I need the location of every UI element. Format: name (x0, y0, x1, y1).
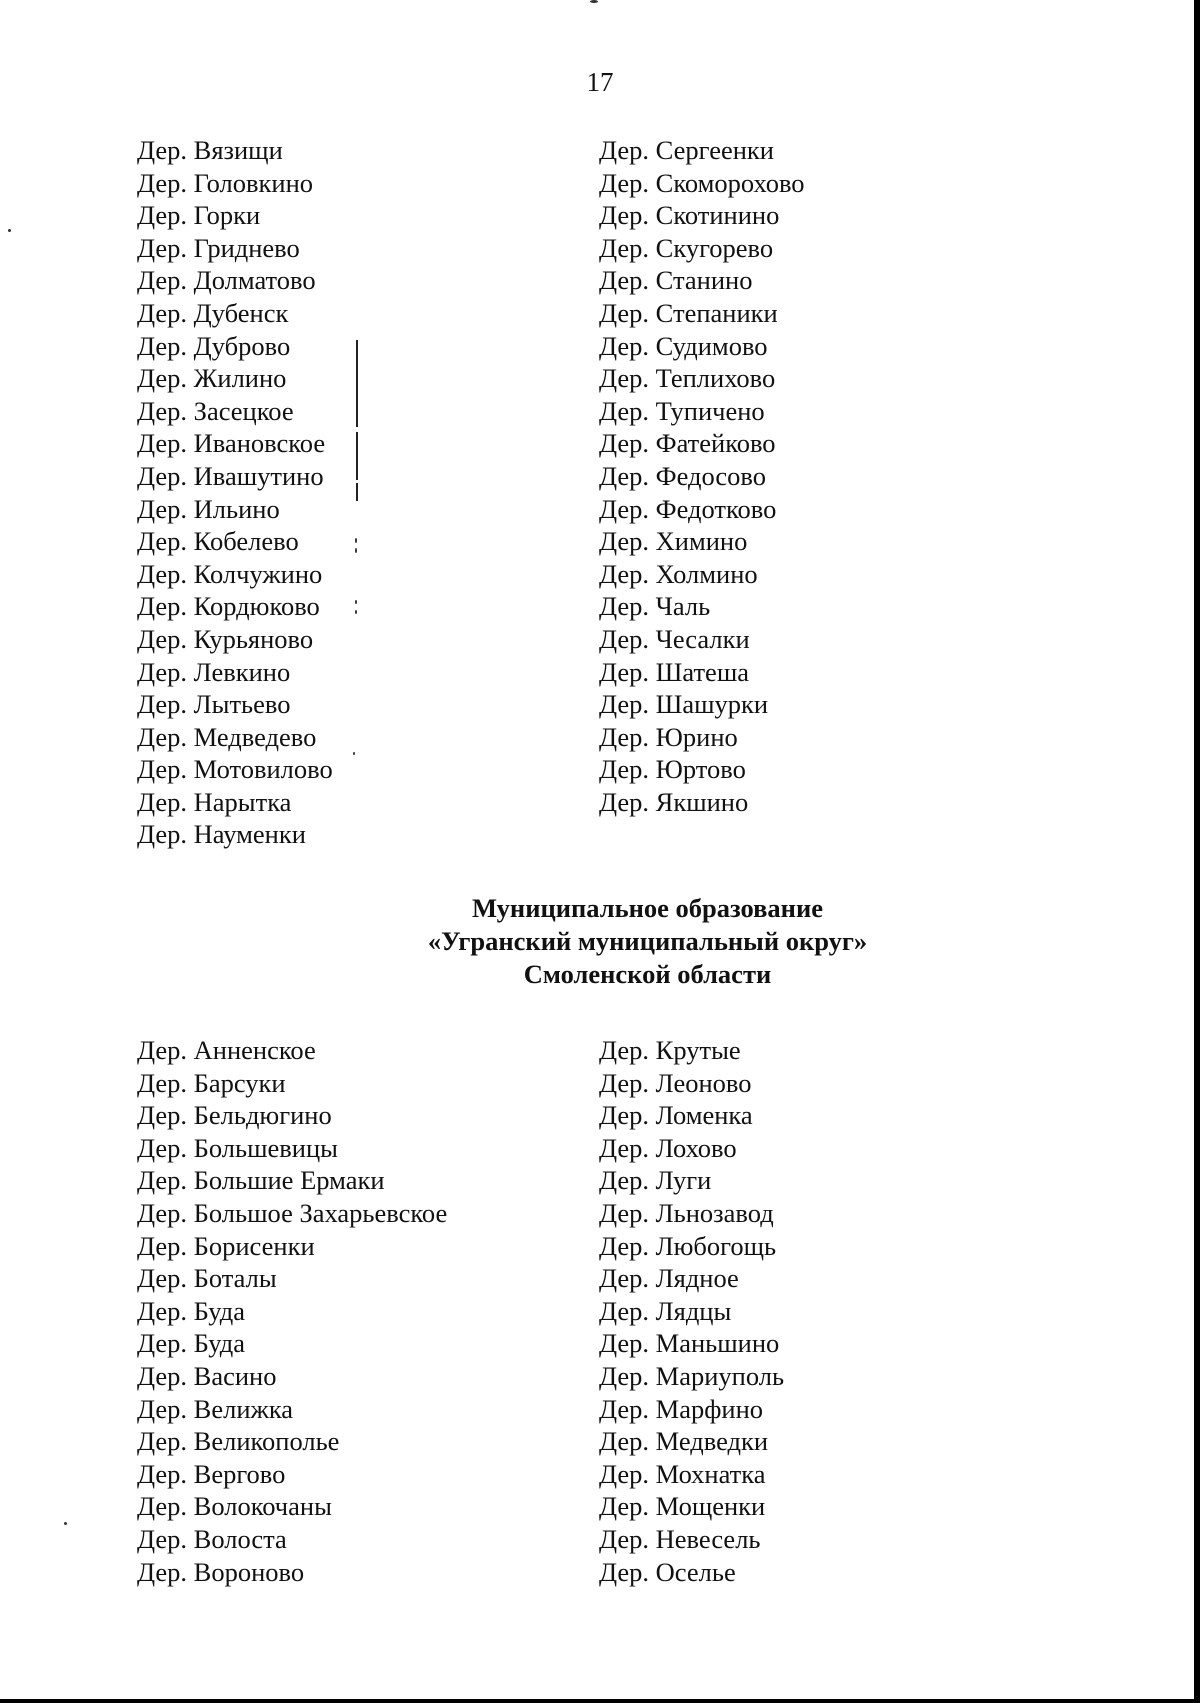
village-item: Дер. Барсуки (137, 1067, 286, 1098)
scan-speck (8, 229, 11, 232)
village-item: Дер. Головкино (137, 167, 314, 198)
village-item: Дер. Судимово (599, 330, 768, 361)
village-item: Дер. Холмино (599, 558, 758, 589)
village-item: Дер. Дуброво (137, 330, 291, 361)
village-list-left-1 (137, 134, 333, 851)
village-item: Дер. Большие Ермаки (137, 1165, 385, 1196)
village-item: Дер. Боталы (137, 1263, 277, 1294)
village-item: Дер. Любогощь (599, 1230, 777, 1261)
village-item: Дер. Курьяново (137, 623, 314, 654)
village-item: Дер. Лядцы (599, 1295, 732, 1326)
village-item: Дер. Левкино (137, 656, 291, 687)
village-item: Дер. Луги (599, 1165, 712, 1196)
village-item: Дер. Великополье (137, 1426, 340, 1457)
section-heading (0, 892, 1200, 991)
village-item: Дер. Засецкое (137, 395, 294, 426)
scan-border-bottom (0, 1699, 1200, 1703)
village-item: Дер. Шашурки (599, 689, 769, 720)
village-item: Дер. Жилино (137, 363, 287, 394)
village-item: Дер. Кордюково (137, 591, 320, 622)
village-item: Дер. Вороново (137, 1556, 305, 1587)
margin-speck (355, 610, 357, 614)
village-item: Дер. Науменки (137, 819, 306, 850)
heading-line-1: Муниципальное образование (472, 893, 823, 923)
margin-speck (355, 600, 357, 604)
village-item: Дер. Юртово (599, 754, 746, 785)
village-item: Дер. Вергово (137, 1458, 286, 1489)
scan-speck (64, 1522, 67, 1525)
village-item: Дер. Марфино (599, 1393, 764, 1424)
village-item: Дер. Федотково (599, 493, 777, 524)
village-item: Дер. Мотовилово (137, 754, 333, 785)
village-item: Дер. Шатеша (599, 656, 749, 687)
village-item: Дер. Ивановское (137, 428, 326, 459)
village-item: Дер. Скугорево (599, 232, 774, 263)
heading-line-3: Смоленской области (523, 959, 772, 989)
village-item: Дер. Ильино (137, 493, 280, 524)
margin-mark (356, 483, 358, 501)
village-item: Дер. Сергеенки (599, 135, 774, 165)
village-item: Дер. Невесель (599, 1523, 761, 1554)
village-item: Дер. Химино (599, 526, 748, 557)
village-item: Дер. Велижка (137, 1393, 294, 1424)
village-item: Дер. Ивашутино (137, 460, 324, 491)
village-item: Дер. Чесалки (599, 623, 750, 654)
village-item: Дер. Волоста (137, 1523, 287, 1554)
village-item: Дер. Маньшино (599, 1328, 780, 1359)
village-item: Дер. Кобелево (137, 526, 299, 557)
village-item: Дер. Колчужино (137, 558, 323, 589)
village-item: Дер. Скотинино (599, 200, 780, 231)
village-item: Дер. Мощенки (599, 1491, 766, 1522)
village-item: Дер. Степаники (599, 297, 778, 328)
village-item: Дер. Бельдюгино (137, 1100, 332, 1131)
village-item: Дер. Вязищи (137, 135, 283, 165)
village-item: Дер. Федосово (599, 460, 766, 491)
village-item: Дер. Тупичено (599, 395, 765, 426)
village-item: Дер. Буда (137, 1328, 246, 1359)
village-item: Дер. Оселье (599, 1556, 736, 1587)
village-item: Дер. Гриднево (137, 232, 300, 263)
village-item: Дер. Льнозавод (599, 1197, 774, 1228)
village-list-left-2 (137, 1034, 447, 1588)
village-list-right-1 (599, 134, 805, 818)
village-item: Дер. Скоморохово (599, 167, 805, 198)
village-item: Дер. Борисенки (137, 1230, 315, 1261)
village-item: Дер. Васино (137, 1360, 277, 1391)
village-item: Дер. Якшино (599, 786, 749, 817)
heading-line-2: «Угранский муниципальный округ» (427, 926, 868, 956)
village-item: Дер. Крутые (599, 1035, 741, 1065)
village-item: Дер. Большевицы (137, 1132, 338, 1163)
margin-mark (356, 432, 358, 480)
margin-mark (356, 340, 358, 427)
village-item: Дер. Лытьево (137, 689, 291, 720)
village-item: Дер. Лохово (599, 1132, 737, 1163)
village-item: Дер. Анненское (137, 1035, 316, 1065)
village-item: Дер. Мариуполь (599, 1360, 785, 1391)
scan-border-right (1194, 0, 1200, 1703)
village-item: Дер. Медведево (137, 721, 317, 752)
village-item: Дер. Чаль (599, 591, 711, 622)
village-item: Дер. Мохнатка (599, 1458, 766, 1489)
margin-speck (355, 538, 357, 543)
village-item: Дер. Дубенск (137, 297, 289, 328)
scan-speck (590, 0, 598, 3)
village-item: Дер. Нарытка (137, 786, 292, 817)
village-item: Дер. Буда (137, 1295, 246, 1326)
village-item: Дер. Горки (137, 200, 261, 231)
margin-speck (353, 752, 355, 755)
village-item: Дер. Фатейково (599, 428, 776, 459)
village-item: Дер. Юрино (599, 721, 738, 752)
margin-speck (355, 548, 357, 553)
village-item: Дер. Лядное (599, 1263, 739, 1294)
village-item: Дер. Ломенка (599, 1100, 753, 1131)
village-list-right-2 (599, 1034, 784, 1588)
page-number: 17 (586, 67, 614, 97)
village-item: Дер. Долматово (137, 265, 316, 296)
village-item: Дер. Большое Захарьевское (137, 1197, 448, 1228)
village-item: Дер. Станино (599, 265, 753, 296)
village-item: Дер. Леоново (599, 1067, 752, 1098)
village-item: Дер. Теплихово (599, 363, 776, 394)
village-item: Дер. Волокочаны (137, 1491, 332, 1522)
village-item: Дер. Медведки (599, 1426, 769, 1457)
